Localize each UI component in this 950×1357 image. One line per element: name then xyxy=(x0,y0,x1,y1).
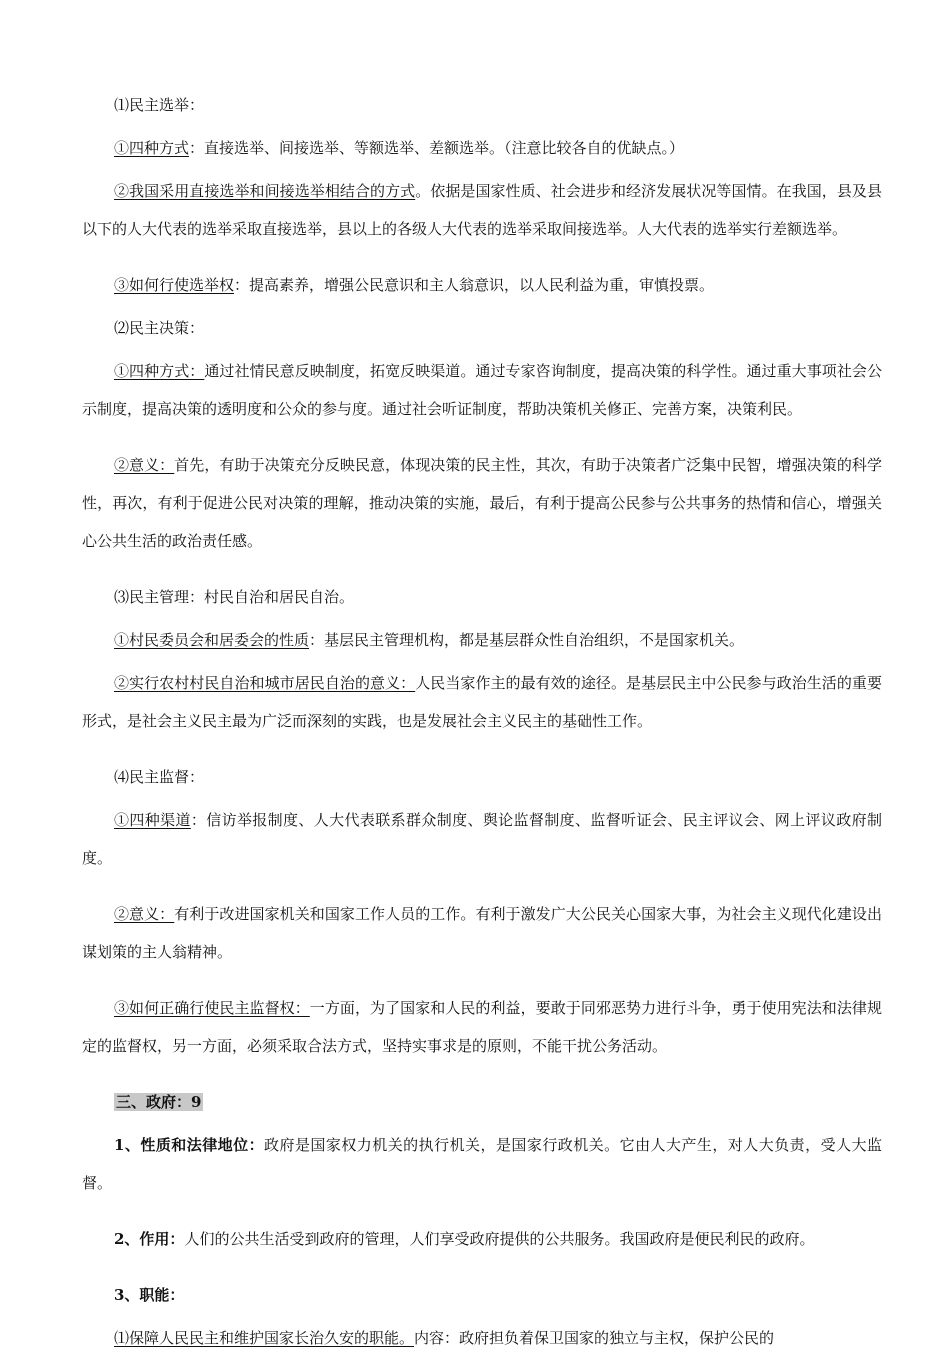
underlined-term: ②意义： xyxy=(114,905,175,923)
paragraph-committee-nature xyxy=(82,621,882,659)
underlined-term: ②实行农村村民自治和城市居民自治的意义： xyxy=(114,674,416,692)
paragraph-text: ：直接选举、间接选举、等额选举、差额选举。（注意比较各自的优缺点。） xyxy=(189,139,685,157)
paragraph-text: ：提高素养，增强公民意识和主人翁意识，以人民利益为重，审慎投票。 xyxy=(234,276,715,294)
paragraph-decision-methods xyxy=(82,352,882,428)
highlighted-heading: 三、政府：9 xyxy=(116,1093,202,1111)
heading-democratic-election: ⑴民主选举： xyxy=(114,96,205,114)
paragraph-supervision-how xyxy=(82,989,882,1065)
heading-democratic-decision: ⑵民主决策： xyxy=(114,319,205,337)
paragraph-government-role xyxy=(82,1220,882,1258)
paragraph-supervision-channels xyxy=(82,801,882,877)
paragraph-government-nature xyxy=(82,1126,882,1202)
paragraph-function-one xyxy=(82,1319,882,1357)
underlined-term: ①四种渠道 xyxy=(114,811,191,829)
paragraph-exercise-vote xyxy=(82,266,882,304)
paragraph-text: 内容：政府担负着保卫国家的独立与主权，保护公民的 xyxy=(414,1329,775,1347)
underlined-term: ①四种方式： xyxy=(114,362,205,380)
paragraph-decision-significance xyxy=(82,446,882,560)
paragraph-text: 。依据是国家性质、社会进步和经济发展状况等国情。在我国，县及县以下的人大代表的选举采取直接选举，县以上的各级人大代表的选举采取间接选举。人大代表的选举实行差额选举。 xyxy=(82,182,882,238)
bold-term: 2、作用： xyxy=(114,1230,185,1248)
paragraph-election-methods xyxy=(82,129,882,167)
heading-government-functions: 3、职能： xyxy=(114,1286,185,1304)
underlined-term: ③如何正确行使民主监督权： xyxy=(114,999,310,1017)
bold-term: 1、性质和法律地位： xyxy=(114,1136,265,1154)
heading-democratic-management: ⑶民主管理：村民自治和居民自治。 xyxy=(114,588,355,606)
paragraph-self-governance-significance xyxy=(82,664,882,740)
underlined-term: ②我国采用直接选举和间接选举相结合的方式 xyxy=(114,182,416,200)
paragraph-text: 首先，有助于决策充分反映民意，体现决策的民主性，其次，有助于决策者广泛集中民智，增强决策的科学性，再次，有利于促进公民对决策的理解，推动决策的实施，最后，有利于提高公民参与公共事务的热情和信心，增强关心公共生活的政治责任感。 xyxy=(82,456,882,550)
section-heading-government xyxy=(82,1083,882,1121)
underlined-term: ①四种方式 xyxy=(114,139,190,157)
underlined-term: ①村民委员会和居委会的性质 xyxy=(114,631,310,649)
paragraph-text: 政府是国家权力机关的执行机关，是国家行政机关。它由人大产生，对人大负责，受人大监督。 xyxy=(82,1136,882,1192)
paragraph-text: 一方面，为了国家和人民的利益，要敢于同邪恶势力进行斗争，勇于使用宪法和法律规定的监督权，另一方面，必须采取合法方式，坚持实事求是的原则，不能干扰公务活动。 xyxy=(82,999,882,1055)
paragraph-text: 通过社情民意反映制度，拓宽反映渠道。通过专家咨询制度，提高决策的科学性。通过重大事项社会公示制度，提高决策的透明度和公众的参与度。通过社会听证制度，帮助决策机关修正、完善方案，决策利民。 xyxy=(82,362,882,418)
underlined-term: ②意义： xyxy=(114,456,175,474)
paragraph-text: ：信访举报制度、人大代表联系群众制度、舆论监督制度、监督听证会、民主评议会、网上评议政府制度。 xyxy=(82,811,882,867)
paragraph-supervision-significance xyxy=(82,895,882,971)
paragraph-election-system xyxy=(82,172,882,248)
heading-democratic-supervision: ⑷民主监督： xyxy=(114,768,205,786)
underlined-term: ③如何行使选举权 xyxy=(114,276,235,294)
paragraph-text: 有利于改进国家机关和国家工作人员的工作。有利于激发广大公民关心国家大事，为社会主义现代化建设出谋划策的主人翁精神。 xyxy=(82,905,882,961)
paragraph-text: ：基层民主管理机构，都是基层群众性自治组织，不是国家机关。 xyxy=(309,631,745,649)
paragraph-text: 人们的公共生活受到政府的管理，人们享受政府提供的公共服务。我国政府是便民利民的政府。 xyxy=(184,1230,815,1248)
underlined-term: ⑴保障人民民主和维护国家长治久安的职能。 xyxy=(114,1329,415,1347)
paragraph-text: 人民当家作主的最有效的途径。是基层民主中公民参与政治生活的重要形式，是社会主义民主最为广泛而深刻的实践，也是发展社会主义民主的基础性工作。 xyxy=(82,674,882,730)
